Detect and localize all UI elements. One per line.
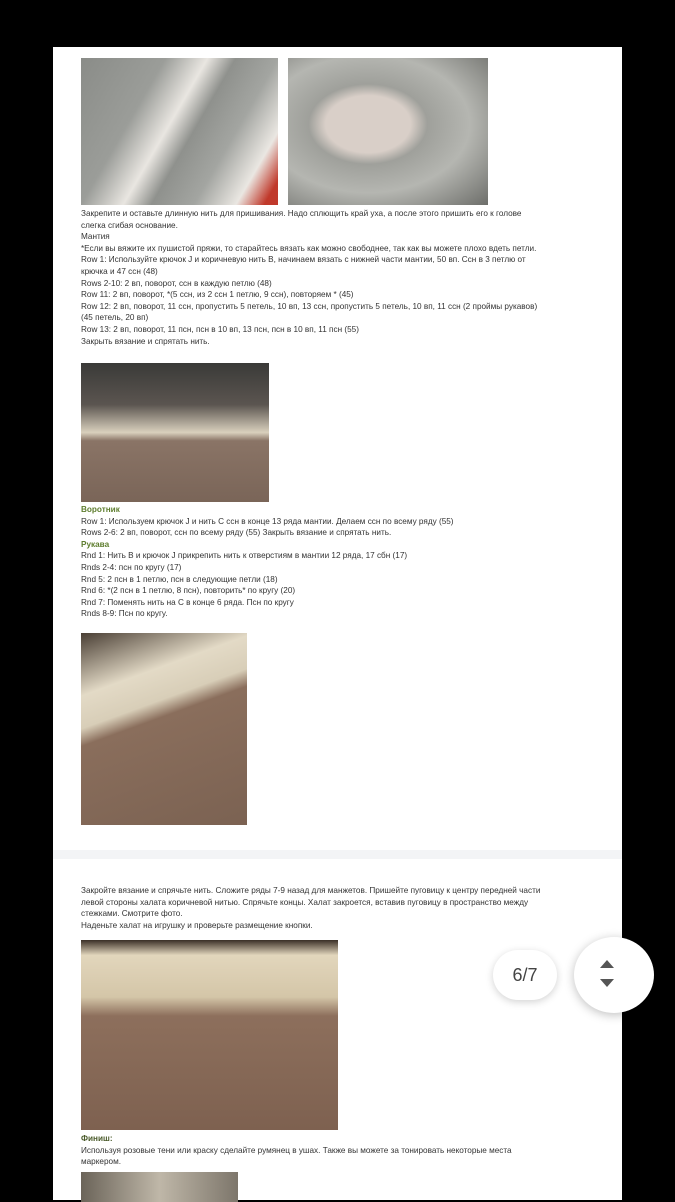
intro-line: Закрепите и оставьте длинную нить для пришивания. Надо сплющить край уха, а после этого пришить его к голове bbox=[81, 209, 522, 218]
assembly-line: Закройте вязание и спрячьте нить. Сложите ряды 7-9 назад для манжетов. Пришейте пуговицу к центру передней части bbox=[81, 886, 541, 895]
finish-line: маркером. bbox=[81, 1157, 121, 1167]
finish-heading: Финиш: bbox=[81, 1134, 113, 1143]
intro-line: слегка сгибая основание. bbox=[81, 220, 178, 230]
photo-sleeve bbox=[81, 633, 247, 825]
page-navigation-button[interactable] bbox=[574, 937, 654, 1013]
sleeves-line: Rnd 1: Нить B и крючок J прикрепить нить к отверстиям в мантии 12 ряда, 17 сбн (17) bbox=[81, 551, 408, 561]
mantle-line: Row 1: Используйте крючок J и коричневую нить B, начинаем вязать с нижней части мантии, 50 вп. Ссн в 3 петлю от bbox=[81, 255, 526, 265]
page-indicator-label: 6/7 bbox=[512, 964, 538, 985]
sleeves-line: Rnd 6: *(2 псн в 1 петлю, 8 псн), повторить* по кругу (20) bbox=[81, 586, 296, 596]
mantle-line: (45 петель, 20 вп) bbox=[81, 313, 149, 323]
page-6 bbox=[53, 859, 622, 1200]
mantle-line: *Если вы вяжите их пушистой пряжи, то старайтесь вязать как можно свободнее, так как вы можете плохо вдеть петли. bbox=[81, 243, 537, 253]
screen-edge bbox=[622, 0, 675, 1200]
page-indicator bbox=[493, 950, 557, 1000]
photo-robe bbox=[81, 940, 338, 1130]
collar-heading: Воротник bbox=[81, 505, 120, 514]
collar-line: Row 1: Используем крючок J и нить C ссн в конце 13 ряда мантии. Делаем ссн по всему ряду (55) bbox=[81, 516, 454, 526]
collar-line: Rows 2-6: 2 вп, поворот, ссн по всему ряду (55) Закрыть вязание и спрятать нить. bbox=[81, 528, 392, 538]
sleeves-line: Rnd 5: 2 псн в 1 петлю, псн в следующие петли (18) bbox=[81, 574, 278, 584]
mantle-line: крючка и 47 ссн (48) bbox=[81, 266, 158, 276]
mantle-line: Закрыть вязание и спрятать нить. bbox=[81, 336, 210, 346]
document-viewer[interactable] bbox=[53, 47, 622, 1200]
sleeves-line: Rnds 2-4: псн по кругу (17) bbox=[81, 562, 182, 572]
sleeves-line: Rnds 8-9: Псн по кругу. bbox=[81, 609, 168, 619]
mantle-line: Rows 2-10: 2 вп, поворот, ссн в каждую петлю (48) bbox=[81, 278, 272, 288]
assembly-line: левой стороны халата коричневой нитью. Спрячьте концы. Халат закроется, вставив пуговицу в пространство между bbox=[81, 897, 529, 907]
photo-head bbox=[288, 58, 488, 205]
mantle-line: Row 11: 2 вп, поворот, *(5 ссн, из 2 ссн 1 петлю, 9 ссн), повторяем * (45) bbox=[81, 290, 354, 300]
page-5 bbox=[53, 47, 622, 850]
assembly-line: Наденьте халат на игрушку и проверьте размещение кнопки. bbox=[81, 920, 313, 930]
photo-finish bbox=[81, 1172, 238, 1202]
mantle-line: Row 12: 2 вп, поворот, 11 ссн, пропустить 5 петель, 10 вп, 13 ссн, пропустить 5 петель, 10 вп, 11 ссн (2 проймы рукавов) bbox=[81, 301, 538, 311]
finish-line: Используя розовые тени или краску сделайте румянец в ушах. Также вы можете за тонировать некоторые места bbox=[81, 1145, 512, 1155]
arrow-up-icon[interactable] bbox=[600, 960, 614, 968]
mantle-heading: Мантия bbox=[81, 232, 110, 242]
mantle-line: Row 13: 2 вп, поворот, 11 псн, псн в 10 вп, 13 псн, псн в 10 вп, 11 псн (55) bbox=[81, 324, 359, 334]
sleeves-line: Rnd 7: Поменять нить на C в конце 6 ряда. Псн по кругу bbox=[81, 597, 294, 607]
sleeves-heading: Рукава bbox=[81, 539, 110, 549]
assembly-line: стежками. Смотрите фото. bbox=[81, 909, 183, 919]
arrow-down-icon[interactable] bbox=[600, 979, 614, 987]
photo-ears bbox=[81, 58, 278, 205]
photo-mantle bbox=[81, 363, 269, 502]
